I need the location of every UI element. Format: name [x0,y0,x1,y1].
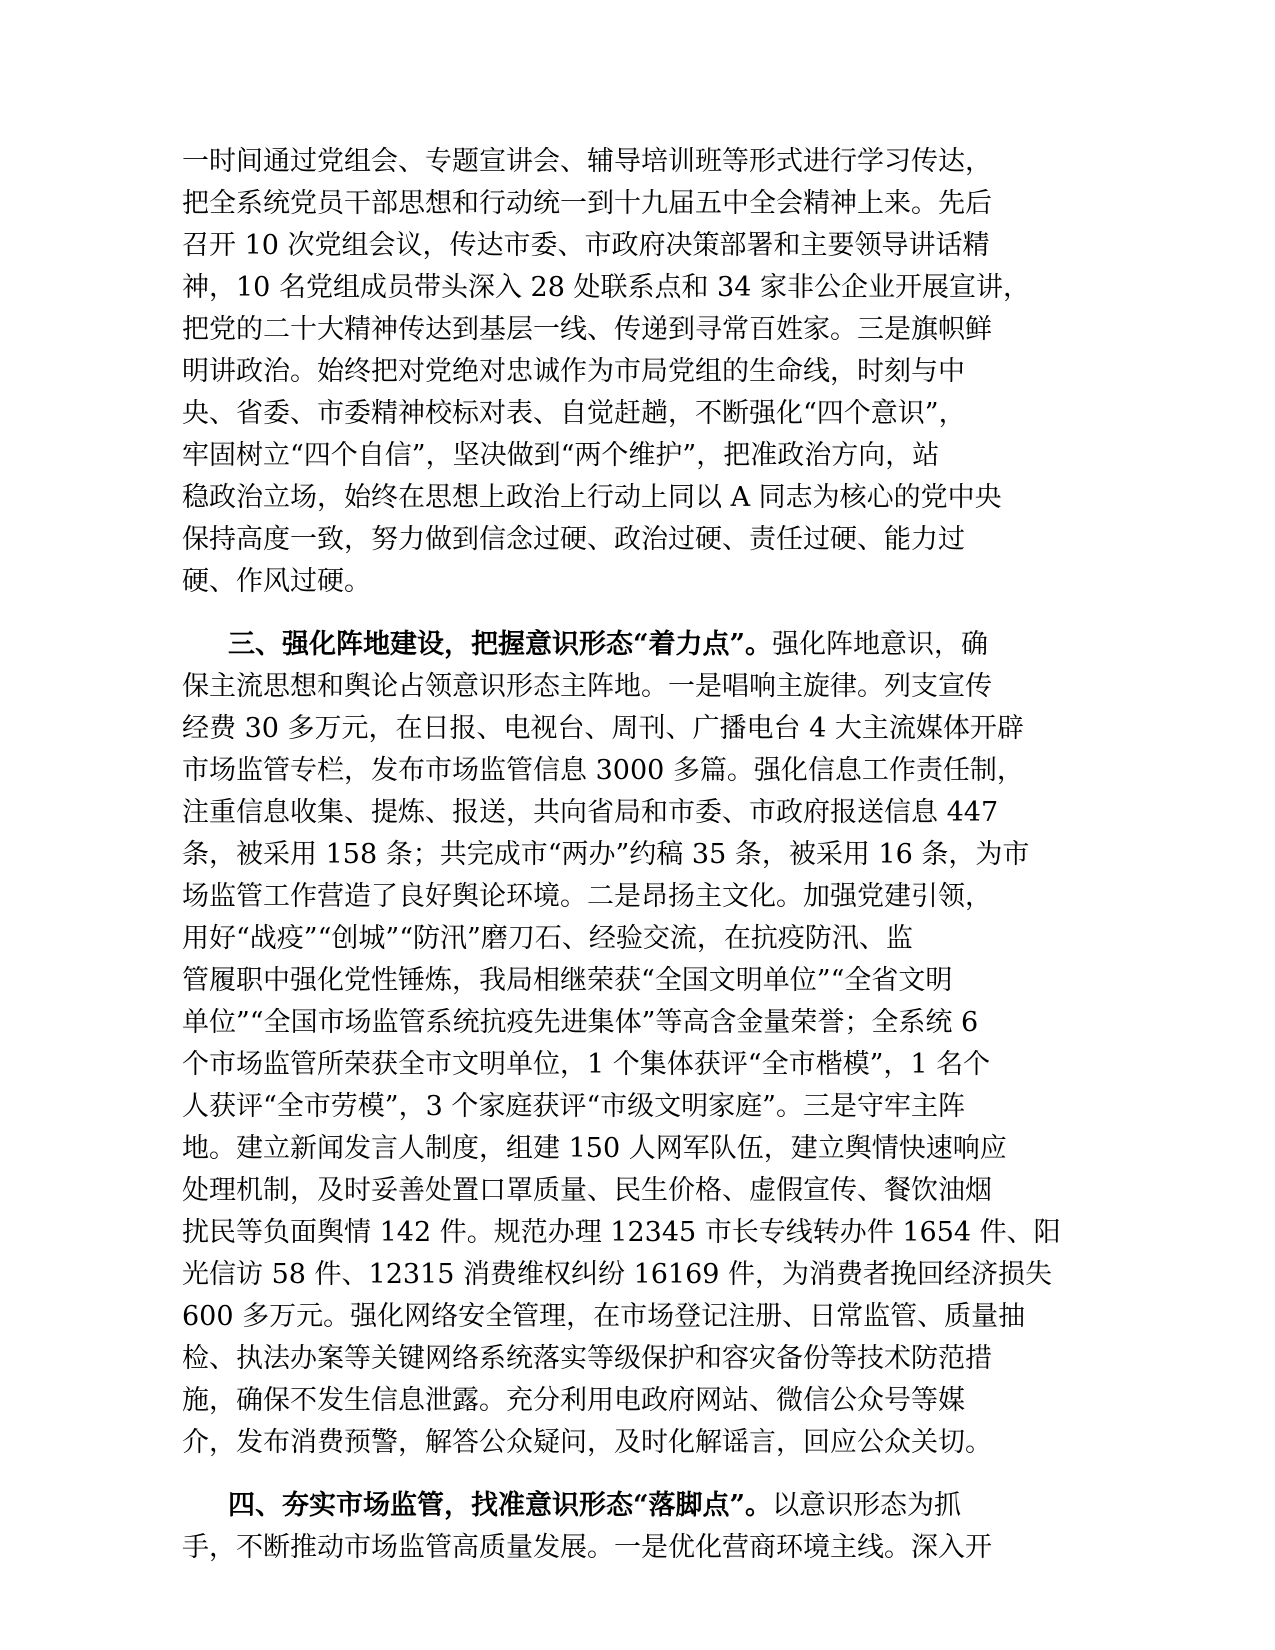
text-line: 场监管工作营造了良好舆论环境。二是昂扬主文化。加强党建引领， [182,881,992,912]
document-body [182,141,1092,1569]
text-line: 注重信息收集、提炼、报送，共向省局和市委、市政府报送信息 447 [182,797,999,828]
text-line: 手，不断推动市场监管高质量发展。一是优化营商环境主线。深入开 [182,1532,992,1563]
text-line: 明讲政治。始终把对党绝对忠诚作为市局党组的生命线，时刻与中 [182,356,965,387]
text-line: 600 多万元。强化网络安全管理，在市场登记注册、日常监管、质量抽 [182,1301,1026,1332]
text-line: 检、执法办案等关键网络系统落实等级保护和容灾备份等技术防范措 [182,1343,992,1374]
section-three-paragraph [182,624,1092,1464]
text-line: 稳政治立场，始终在思想上政治上行动上同以 A 同志为核心的党中央 [182,482,1002,513]
text-line: 硬、作风过硬。 [182,566,371,597]
text-line: 神，10 名党组成员带头深入 28 处联系点和 34 家非公企业开展宣讲， [182,272,1030,303]
text-line: 保持高度一致，努力做到信念过硬、政治过硬、责任过硬、能力过 [182,524,965,555]
text-line: 保主流思想和舆论占领意识形态主阵地。一是唱响主旋律。列支宣传 [182,671,992,702]
text-line: 牢固树立“四个自信”，坚决做到“两个维护”，把准政治方向，站 [182,440,940,471]
section-three-first-line [182,624,1092,666]
section-three-first-line-text: 强化阵地意识，确 [772,629,989,660]
text-line: 市场监管专栏，发布市场监管信息 3000 多篇。强化信息工作责任制， [182,755,1024,786]
section-four-heading: 四、夯实市场监管，找准意识形态“落脚点”。 [228,1490,773,1521]
text-line: 用好“战疫”“创城”“防汛”磨刀石、经验交流，在抗疫防汛、监 [182,923,913,954]
text-line: 人获评“全市劳模”，3 个家庭获评“市级文明家庭”。三是守牢主阵 [182,1091,965,1122]
text-line: 把全系统党员干部思想和行动统一到十九届五中全会精神上来。先后 [182,188,992,219]
text-line: 召开 10 次党组会议，传达市委、市政府决策部署和主要领导讲话精 [182,230,990,261]
paragraph-continuation [182,141,1092,603]
text-line: 个市场监管所荣获全市文明单位，1 个集体获评“全市楷模”，1 名个 [182,1049,991,1080]
text-line: 条，被采用 158 条；共完成市“两办”约稿 35 条，被采用 16 条，为市 [182,839,1030,870]
text-line: 处理机制，及时妥善处置口罩质量、民生价格、虚假宣传、餐饮油烟 [182,1175,992,1206]
section-three-heading: 三、强化阵地建设，把握意识形态“着力点”。 [228,629,773,660]
text-line: 扰民等负面舆情 142 件。规范办理 12345 市长专线转办件 1654 件、阳 [182,1217,1061,1248]
text-line: 光信访 58 件、12315 消费维权纠纷 16169 件，为消费者挽回经济损失 [182,1259,1053,1290]
text-line: 施，确保不发生信息泄露。充分利用电政府网站、微信公众号等媒 [182,1385,965,1416]
section-four-first-line-text: 以意识形态为抓 [772,1490,962,1521]
text-line: 把党的二十大精神传达到基层一线、传递到寻常百姓家。三是旗帜鲜 [182,314,992,345]
text-line: 地。建立新闻发言人制度，组建 150 人网军队伍，建立舆情快速响应 [182,1133,1007,1164]
text-line: 央、省委、市委精神校标对表、自觉赶趟，不断强化“四个意识”， [182,398,966,429]
text-line: 介，发布消费预警，解答公众疑问，及时化解谣言，回应公众关切。 [182,1427,992,1458]
text-line: 单位”“全国市场监管系统抗疫先进集体”等高含金量荣誉；全系统 6 [182,1007,979,1038]
text-line: 管履职中强化党性锤炼，我局相继荣获“全国文明单位”“全省文明 [182,965,953,996]
text-line: 一时间通过党组会、专题宣讲会、辅导培训班等形式进行学习传达， [182,146,992,177]
section-four-paragraph [182,1485,1092,1569]
section-four-first-line [182,1485,1092,1527]
text-line: 经费 30 多万元，在日报、电视台、周刊、广播电台 4 大主流媒体开辟 [182,713,1024,744]
